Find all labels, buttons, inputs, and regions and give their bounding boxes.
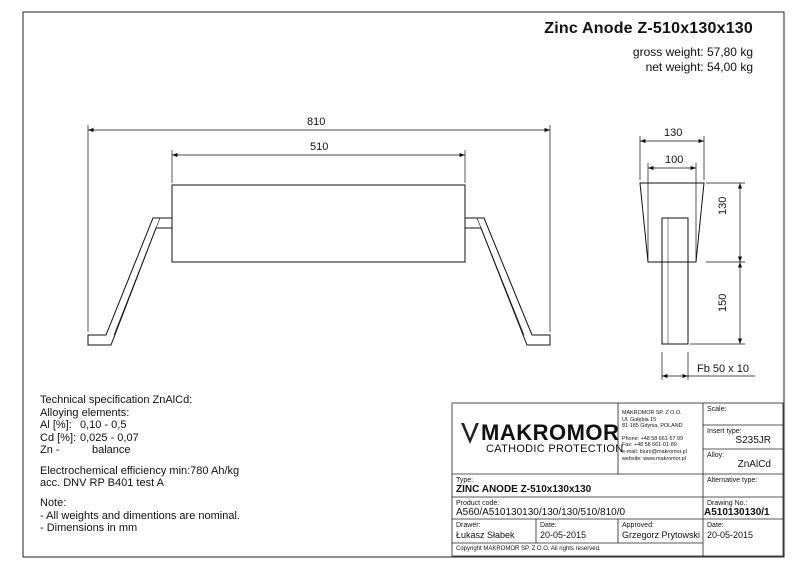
left-strap [88,218,172,345]
logo-mark [461,423,479,444]
element-row [40,444,239,457]
alt-type-label: Alternative type: [707,477,758,484]
note-item: - Dimensions in mm [40,522,138,534]
technical-specification [40,394,239,490]
efficiency: Electrochemical efficiency min:780 Ah/kg [40,464,240,477]
company-phone: Phone: +48 58 661-57 99 [622,435,683,442]
front-view [88,185,550,345]
dim-100: 100 [665,154,684,166]
side-view [640,183,704,344]
right-strap [465,218,550,345]
note-item: - All weights and dimentions are nominal. [40,509,240,522]
type-value: ZINC ANODE Z-510x130x130 [456,484,592,495]
alloy-label: Alloy: [707,452,725,459]
side-trapezoid [640,183,704,262]
side-dimensions [640,136,755,380]
element-row [40,432,239,445]
company-email: e-mail: biuro@makromor.pl [622,448,687,455]
element-label: Cd [%]: [40,431,77,444]
element-row [40,419,239,432]
spec-heading: Technical specification ZnAlCd: [40,394,193,406]
dim-130-top: 130 [664,127,683,139]
date-label: Date: [540,522,557,529]
company-fax: Fax: +48 58 661-01-89 [622,442,677,449]
standard: acc. DNV RP B401 test A [40,477,164,489]
approved-value: Grzegorz Prytowski [622,530,701,540]
drawing-no-value: A510130130/1 [704,507,770,518]
alloy-value: ZnAlCd [737,459,771,470]
approved-label: Approved: [622,522,654,529]
page-title: Zinc Anode Z-510x130x130 [544,20,753,37]
element-value: balance [92,444,131,456]
drawing-no-label: Drawing No.: [707,500,748,507]
product-code-label: Product code: [456,500,500,507]
element-label: Zn - [40,444,60,456]
scale-label: Scale: [707,406,727,413]
drawer-value: Łukasz Słabek [456,530,515,540]
notes-heading: Note: [40,497,67,509]
net-weight: net weight: 54,00 kg [645,60,753,74]
element-label: Al [%]: [40,419,72,431]
anode-body [172,185,465,262]
dim-510: 510 [310,141,329,153]
drawer-label: Drawer: [456,522,481,529]
element-value: 0,025 - 0,07 [80,431,139,444]
dim-130-vertical: 130 [717,196,729,215]
gross-weight: gross weight: 57,80 kg [632,45,753,59]
company-name: MAKROMOR SP. Z O.O. [622,410,682,416]
insert-type-value: S235JR [735,435,771,446]
logo-name: MAKROMOR [481,420,620,445]
date-value: 20-05-2015 [540,530,587,540]
dim-150-vertical: 150 [717,293,729,312]
product-code-value: A560/A510130130/130/130/510/810/0 [456,507,626,518]
dim-flat-bar: Fb 50 x 10 [697,363,749,375]
company-info [622,410,687,462]
company-city: 81-185 Gdynia, POLAND [622,423,683,430]
company-street: Ul. Gołębia 15 [622,416,657,423]
type-label: Type: [456,477,474,484]
date-label: Date: [707,522,724,529]
dim-810: 810 [307,116,326,128]
element-value: 0,10 - 0,5 [80,419,127,431]
insert-type-label: Insert type: [707,428,742,435]
date-value: 20-05-2015 [707,530,754,540]
company-website: website: www.makromor.pl [622,455,686,462]
copyright: Copyright MAKROMOR SP. Z O.O. All rights reserved. [456,546,601,552]
logo-subtitle: CATHODIC PROTECTION [486,443,624,455]
side-insert [662,218,688,344]
notes [40,497,240,535]
alloying-heading: Alloying elements: [40,406,130,419]
